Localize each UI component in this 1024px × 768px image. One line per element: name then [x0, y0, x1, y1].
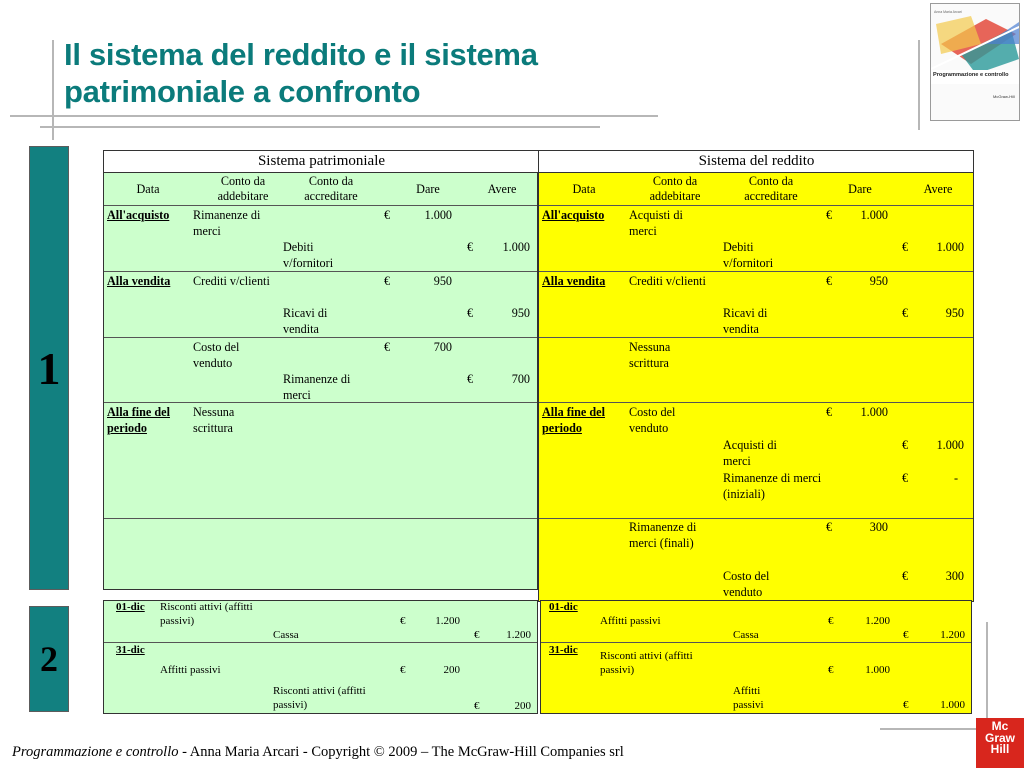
- debit-account: Rimanenze di merci: [193, 208, 261, 238]
- euro-sign: €: [474, 700, 480, 712]
- debit-account: Crediti v/clienti: [193, 274, 270, 288]
- euro-sign: €: [467, 240, 474, 254]
- header-divider: [538, 150, 539, 173]
- entry-date: 01-dic: [116, 601, 145, 613]
- credit-account: Rimanenze di merci: [283, 372, 351, 402]
- euro-sign: €: [903, 699, 909, 711]
- entry-date: 31-dic: [116, 644, 145, 656]
- col-header-data: Data: [136, 182, 160, 196]
- debit-value: 700: [433, 340, 452, 354]
- row-divider: [541, 642, 971, 643]
- credit-account: Risconti attivi (affitti passivi): [273, 685, 366, 711]
- guide-line-horizontal: [40, 126, 600, 128]
- debit-value: 1.200: [435, 615, 460, 627]
- footer-book-title: Programmazione e controllo: [12, 744, 179, 760]
- euro-sign: €: [384, 274, 391, 288]
- euro-sign: €: [902, 471, 909, 485]
- debit-value: 300: [869, 520, 888, 534]
- guide-line-vertical: [986, 622, 988, 718]
- euro-sign: €: [467, 372, 474, 386]
- row-divider: [539, 337, 973, 338]
- footer-credit: - Anna Maria Arcari - Copyright © 2009 – The McGraw-Hill Companies srl: [178, 744, 624, 760]
- credit-value: 700: [511, 372, 530, 386]
- row-divider: [104, 642, 537, 643]
- euro-sign: €: [384, 340, 391, 354]
- debit-account: Risconti attivi (affitti passivi): [160, 601, 253, 627]
- credit-account: Debiti v/fornitori: [283, 240, 334, 270]
- credit-account: Affitti passivi: [733, 685, 764, 711]
- credit-value: 950: [945, 306, 964, 320]
- guide-line-vertical: [918, 40, 920, 130]
- section-number-2: 2: [29, 606, 69, 712]
- debit-account: Nessuna scrittura: [193, 405, 235, 435]
- cover-author: Anna Maria Arcari: [934, 10, 962, 14]
- credit-account: Debiti v/fornitori: [723, 240, 774, 270]
- col-header-accreditare: Conto da accreditare: [304, 174, 358, 203]
- euro-sign: €: [384, 208, 391, 222]
- entry-date: All'acquisto: [107, 208, 170, 222]
- col-header-accreditare: Conto da accreditare: [744, 174, 798, 203]
- credit-value: 950: [511, 306, 530, 320]
- col-header-data: Data: [572, 182, 596, 196]
- entry-date: Alla fine del periodo: [107, 405, 170, 435]
- debit-value: 1.000: [424, 208, 452, 222]
- col-header-addebitare: Conto da addebitare: [649, 174, 701, 203]
- logo-line: Mc: [991, 719, 1009, 733]
- footer-copyright: [12, 744, 624, 761]
- row-divider: [539, 518, 973, 519]
- row-divider: [104, 518, 537, 519]
- credit-value: 1.000: [936, 240, 964, 254]
- euro-sign: €: [903, 629, 909, 641]
- euro-sign: €: [826, 520, 833, 534]
- credit-value: 1.000: [502, 240, 530, 254]
- euro-sign: €: [826, 208, 833, 222]
- mcgraw-hill-logo: [976, 718, 1024, 768]
- logo-line: Hill: [990, 742, 1010, 756]
- euro-sign: €: [828, 615, 834, 627]
- debit-account: Affitti passivi: [600, 615, 661, 627]
- col-header-avere: Avere: [487, 182, 517, 196]
- entry-date: Alla fine del periodo: [542, 405, 605, 435]
- debit-value: 1.200: [865, 615, 890, 627]
- entry-date: Alla vendita: [542, 274, 606, 288]
- credit-value: 1.200: [506, 629, 531, 641]
- euro-sign: €: [828, 664, 834, 676]
- col-header-avere: Avere: [923, 182, 953, 196]
- title-line-1: Il sistema del reddito e il sistema: [64, 37, 538, 72]
- credit-account: Acquisti di merci: [723, 438, 777, 468]
- credit-account: Cassa: [733, 629, 759, 641]
- row-divider: [539, 402, 973, 403]
- credit-account: Costo del venduto: [723, 569, 770, 599]
- euro-sign: €: [400, 664, 406, 676]
- credit-account: Ricavi di vendita: [283, 306, 328, 336]
- debit-account: Nessuna scrittura: [629, 340, 671, 370]
- credit-value: -: [953, 471, 958, 485]
- row-divider: [104, 205, 537, 206]
- euro-sign: €: [826, 405, 833, 419]
- credit-account: Ricavi di vendita: [723, 306, 768, 336]
- credit-account: Cassa: [273, 629, 299, 641]
- guide-line-horizontal: [880, 728, 980, 730]
- debit-account: Costo del venduto: [193, 340, 240, 370]
- row-divider: [539, 205, 973, 206]
- header-reddito: Sistema del reddito: [698, 153, 815, 169]
- euro-sign: €: [902, 240, 909, 254]
- debit-account: Rimanenze di merci (finali): [629, 520, 697, 550]
- credit-value: 1.000: [940, 699, 965, 711]
- debit-account: Crediti v/clienti: [629, 274, 706, 288]
- row-divider: [104, 337, 537, 338]
- guide-line-horizontal: [10, 115, 658, 117]
- debit-value: 950: [869, 274, 888, 288]
- euro-sign: €: [467, 306, 474, 320]
- entry-date: Alla vendita: [107, 274, 171, 288]
- page-title: [64, 36, 664, 110]
- col-header-dare: Dare: [848, 182, 872, 196]
- cover-publisher: McGraw-Hill: [993, 94, 1015, 99]
- debit-value: 1.000: [860, 405, 888, 419]
- col-header-dare: Dare: [416, 182, 440, 196]
- euro-sign: €: [902, 438, 909, 452]
- entry-date: All'acquisto: [542, 208, 605, 222]
- entry-date: 01-dic: [549, 601, 578, 613]
- credit-account: Rimanenze di merci (iniziali): [723, 471, 822, 501]
- header-patrimoniale: Sistema patrimoniale: [257, 153, 386, 169]
- euro-sign: €: [400, 615, 406, 627]
- debit-account: Risconti attivi (affitti passivi): [600, 650, 693, 676]
- section-number-1: 1: [29, 146, 69, 590]
- reddito-panel: [538, 172, 974, 602]
- credit-value: 1.000: [936, 438, 964, 452]
- debit-value: 1.000: [865, 664, 890, 676]
- euro-sign: €: [902, 569, 909, 583]
- debit-account: Costo del venduto: [629, 405, 676, 435]
- guide-line-vertical: [52, 40, 54, 140]
- book-cover: [930, 3, 1020, 121]
- debit-value: 200: [443, 664, 460, 676]
- entry-date: 31-dic: [549, 644, 578, 656]
- euro-sign: €: [902, 306, 909, 320]
- row-divider: [104, 271, 537, 272]
- col-header-addebitare: Conto da addebitare: [217, 174, 269, 203]
- debit-account: Acquisti di merci: [629, 208, 683, 238]
- credit-value: 300: [945, 569, 964, 583]
- debit-value: 950: [433, 274, 452, 288]
- title-line-2: patrimoniale a confronto: [64, 74, 421, 109]
- euro-sign: €: [826, 274, 833, 288]
- debit-account: Affitti passivi: [160, 664, 221, 676]
- credit-value: 1.200: [940, 629, 965, 641]
- logo-line: Graw: [984, 730, 1015, 745]
- credit-value: 200: [514, 700, 531, 712]
- cover-title: Programmazione e controllo: [933, 72, 1009, 78]
- euro-sign: €: [474, 629, 480, 641]
- row-divider: [539, 271, 973, 272]
- debit-value: 1.000: [860, 208, 888, 222]
